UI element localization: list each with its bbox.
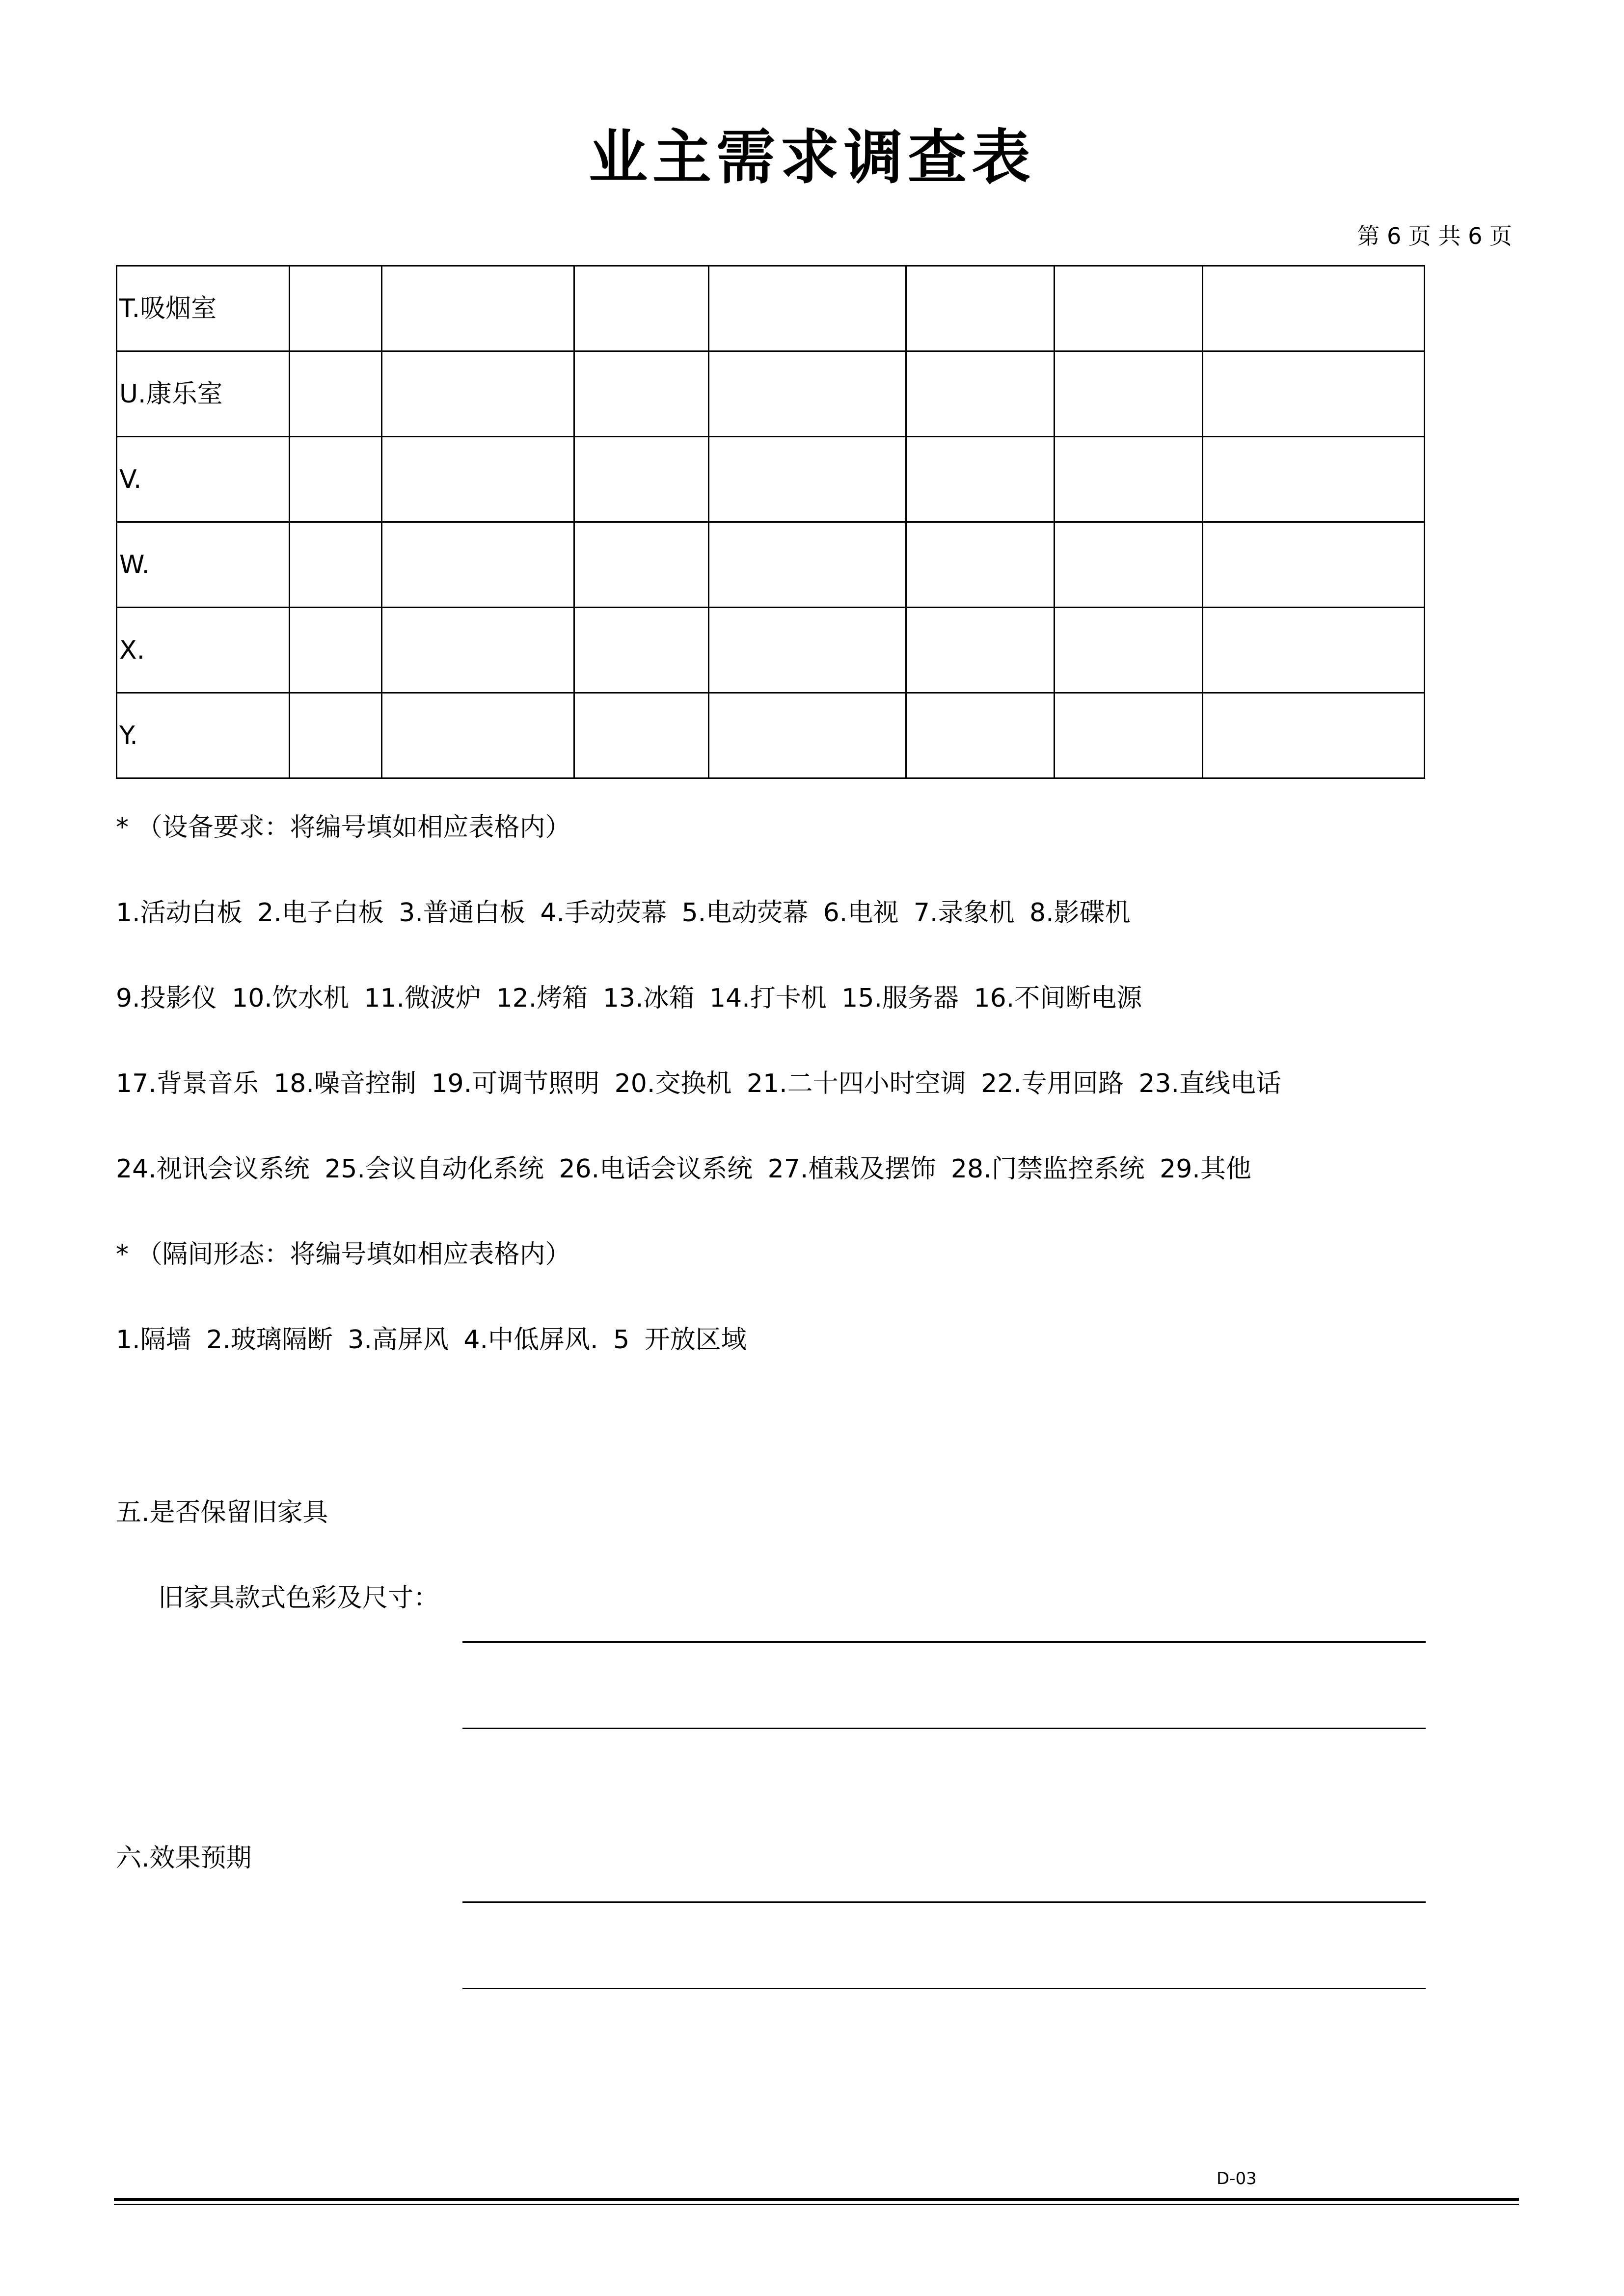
footer-divider xyxy=(114,2198,1519,2201)
equipment-heading: * （设备要求：将编号填如相应表格内） xyxy=(116,813,571,842)
table-cell[interactable] xyxy=(382,693,574,778)
table-cell[interactable] xyxy=(709,608,906,693)
equipment-list-line: 24.视讯会议系统 25.会议自动化系统 26.电话会议系统 27.植栽及摆饰 28.门禁监控系统 29.其他 xyxy=(116,1154,1251,1184)
table-cell[interactable] xyxy=(290,693,382,778)
room-label: U.康乐室 xyxy=(117,351,290,437)
section-6-heading: 六.效果预期 xyxy=(116,1843,252,1873)
table-cell[interactable] xyxy=(1055,693,1203,778)
partition-heading: * （隔间形态：将编号填如相应表格内） xyxy=(116,1240,571,1269)
page-number: 第 6 页 共 6 页 xyxy=(1357,223,1512,249)
table-cell[interactable] xyxy=(709,437,906,522)
equipment-list-line: 17.背景音乐 18.噪音控制 19.可调节照明 20.交换机 21.二十四小时空调 22.专用回路 23.直线电话 xyxy=(116,1069,1282,1098)
equipment-list-line: 1.活动白板 2.电子白板 3.普通白板 4.手动荧幕 5.电动荧幕 6.电视 7.录象机 8.影碟机 xyxy=(116,898,1131,928)
room-label: X. xyxy=(117,608,290,693)
room-label: W. xyxy=(117,522,290,608)
table-cell[interactable] xyxy=(290,437,382,522)
table-cell[interactable] xyxy=(382,266,574,351)
table-row xyxy=(117,437,1425,522)
table-row xyxy=(117,266,1425,351)
table-cell[interactable] xyxy=(574,351,709,437)
room-requirements-table xyxy=(116,265,1425,779)
room-label: Y. xyxy=(117,693,290,778)
table-cell[interactable] xyxy=(709,522,906,608)
fill-in-line[interactable] xyxy=(462,1728,1426,1729)
table-cell[interactable] xyxy=(382,351,574,437)
table-cell[interactable] xyxy=(290,351,382,437)
table-cell[interactable] xyxy=(382,437,574,522)
table-cell[interactable] xyxy=(1203,693,1425,778)
table-cell[interactable] xyxy=(290,522,382,608)
table-cell[interactable] xyxy=(574,522,709,608)
table-cell[interactable] xyxy=(574,608,709,693)
table-cell[interactable] xyxy=(906,437,1055,522)
table-cell[interactable] xyxy=(574,693,709,778)
table-cell[interactable] xyxy=(906,693,1055,778)
table-cell[interactable] xyxy=(382,522,574,608)
table-row xyxy=(117,693,1425,778)
table-cell[interactable] xyxy=(709,266,906,351)
form-code: D-03 xyxy=(1217,2169,1257,2189)
table-cell[interactable] xyxy=(382,608,574,693)
fill-in-line[interactable] xyxy=(462,1988,1426,1989)
table-cell[interactable] xyxy=(574,266,709,351)
table-cell[interactable] xyxy=(290,608,382,693)
table-cell[interactable] xyxy=(906,608,1055,693)
table-cell[interactable] xyxy=(1203,522,1425,608)
table-cell[interactable] xyxy=(1055,351,1203,437)
room-label: V. xyxy=(117,437,290,522)
table-cell[interactable] xyxy=(906,351,1055,437)
table-cell[interactable] xyxy=(1055,266,1203,351)
table-cell[interactable] xyxy=(1203,437,1425,522)
table-cell[interactable] xyxy=(574,437,709,522)
fill-in-line[interactable] xyxy=(462,1901,1426,1903)
table-cell[interactable] xyxy=(290,266,382,351)
table-cell[interactable] xyxy=(906,266,1055,351)
fill-in-line[interactable] xyxy=(462,1641,1426,1643)
old-furniture-prompt: 旧家具款式色彩及尺寸： xyxy=(158,1583,439,1613)
table-row xyxy=(117,608,1425,693)
section-5-heading: 五.是否保留旧家具 xyxy=(116,1498,328,1527)
table-cell[interactable] xyxy=(1203,351,1425,437)
table-row xyxy=(117,351,1425,437)
equipment-list-line: 9.投影仪 10.饮水机 11.微波炉 12.烤箱 13.冰箱 14.打卡机 15.服务器 16.不间断电源 xyxy=(116,984,1142,1013)
table-cell[interactable] xyxy=(1055,437,1203,522)
footer-divider xyxy=(114,2204,1519,2205)
table-cell[interactable] xyxy=(906,522,1055,608)
partition-list-line: 1.隔墙 2.玻璃隔断 3.高屏风 4.中低屏风. 5 开放区域 xyxy=(116,1325,747,1355)
table-cell[interactable] xyxy=(709,693,906,778)
table-cell[interactable] xyxy=(1055,522,1203,608)
table-cell[interactable] xyxy=(1203,608,1425,693)
table-cell[interactable] xyxy=(1203,266,1425,351)
room-label: T.吸烟室 xyxy=(117,266,290,351)
table-cell[interactable] xyxy=(1055,608,1203,693)
table-cell[interactable] xyxy=(709,351,906,437)
page-title: 业主需求调查表 xyxy=(589,124,1035,192)
table-row xyxy=(117,522,1425,608)
